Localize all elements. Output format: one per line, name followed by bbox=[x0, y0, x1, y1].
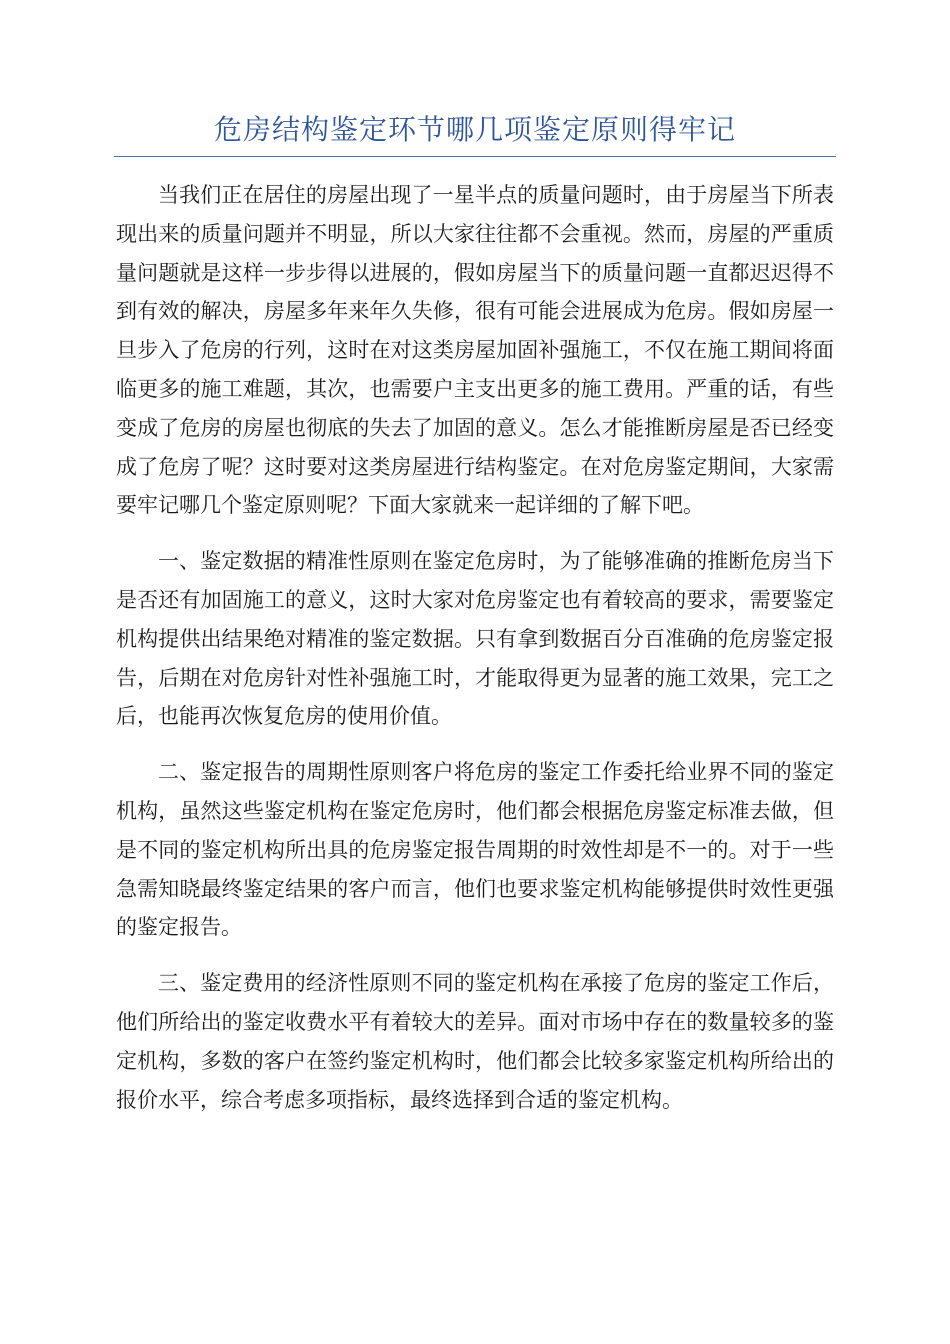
paragraph-principle-1: 一、鉴定数据的精准性原则在鉴定危房时，为了能够准确的推断危房当下是否还有加固施工的意义，这时大家对危房鉴定也有着较高的要求，需要鉴定机构提供出结果绝对精准的鉴定数据。只有拿到数据百分百准确的危房鉴定报告，后期在对危房针对性补强施工时，才能取得更为显著的施工效果，完工之后，也能再次恢复危房的使用价值。 bbox=[116, 549, 834, 729]
paragraph-principle-3: 三、鉴定费用的经济性原则不同的鉴定机构在承接了危房的鉴定工作后，他们所给出的鉴定收费水平有着较大的差异。面对市场中存在的数量较多的鉴定机构，多数的客户在签约鉴定机构时，他们都会比较多家鉴定机构所给出的报价水平，综合考虑多项指标，最终选择到合适的鉴定机构。 bbox=[116, 971, 834, 1112]
document-body bbox=[116, 176, 834, 1136]
paragraph-intro: 当我们正在居住的房屋出现了一星半点的质量问题时，由于房屋当下所表现出来的质量问题并不明显，所以大家往往都不会重视。然而，房屋的严重质量问题就是这样一步步得以进展的，假如房屋当下的质量问题一直都迟迟得不到有效的解决，房屋多年来年久失修，很有可能会进展成为危房。假如房屋一旦步入了危房的行列，这时在对这类房屋加固补强施工，不仅在施工期间将面临更多的施工难题，其次，也需要户主支出更多的施工费用。严重的话，有些变成了危房的房屋也彻底的失去了加固的意义。怎么才能推断房屋是否已经变成了危房了呢？这时要对这类房屋进行结构鉴定。在对危房鉴定期间，大家需要牢记哪几个鉴定原则呢？下面大家就来一起详细的了解下吧。 bbox=[116, 183, 834, 518]
paragraph-principle-2: 二、鉴定报告的周期性原则客户将危房的鉴定工作委托给业界不同的鉴定机构，虽然这些鉴定机构在鉴定危房时，他们都会根据危房鉴定标准去做，但是不同的鉴定机构所出具的危房鉴定报告周期的时效性却是不一的。对于一些急需知晓最终鉴定结果的客户而言，他们也要求鉴定机构能够提供时效性更强的鉴定报告。 bbox=[116, 760, 834, 940]
title-block bbox=[114, 110, 836, 157]
document-title: 危房结构鉴定环节哪几项鉴定原则得牢记 bbox=[213, 113, 736, 146]
